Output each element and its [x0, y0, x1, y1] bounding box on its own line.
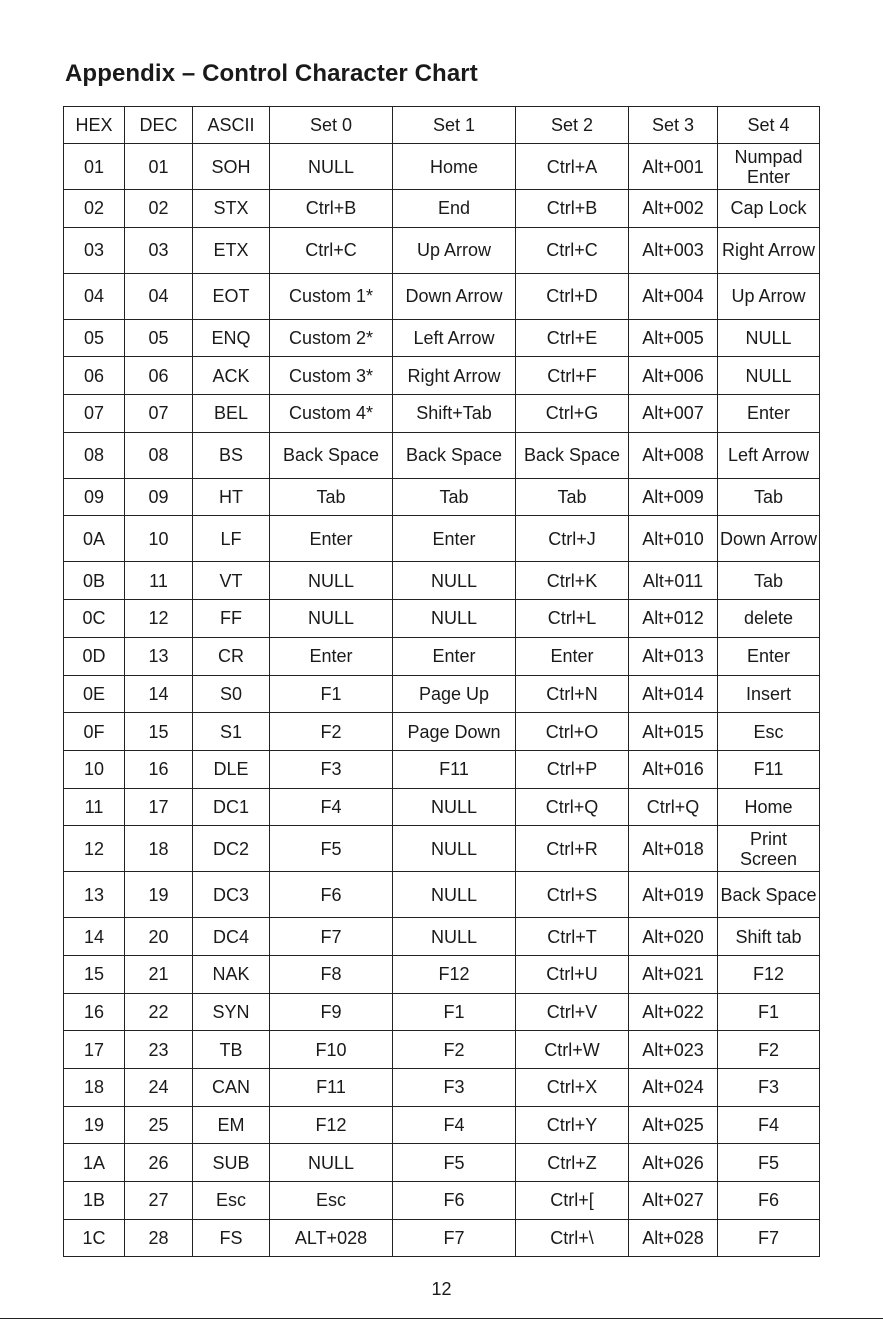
table-cell: F7	[718, 1219, 820, 1257]
table-cell: 15	[64, 955, 125, 993]
table-cell: F6	[718, 1182, 820, 1220]
column-header: Set 1	[393, 107, 516, 144]
table-cell: F3	[393, 1069, 516, 1107]
table-cell: Ctrl+X	[516, 1069, 629, 1107]
table-cell: 09	[125, 478, 193, 516]
table-cell: 02	[125, 190, 193, 228]
table-cell: F12	[718, 955, 820, 993]
table-cell: F1	[718, 993, 820, 1031]
table-cell: Up Arrow	[393, 227, 516, 273]
table-cell: Alt+027	[629, 1182, 718, 1220]
table-cell: Enter	[516, 637, 629, 675]
table-cell: F2	[393, 1031, 516, 1069]
table-cell: 14	[64, 918, 125, 956]
table-cell: Custom 4*	[270, 395, 393, 433]
table-cell: Enter	[718, 637, 820, 675]
table-cell: 1C	[64, 1219, 125, 1257]
table-cell: Enter	[270, 516, 393, 562]
table-cell: 17	[64, 1031, 125, 1069]
table-cell: EOT	[193, 273, 270, 319]
table-cell: NULL	[393, 600, 516, 638]
table-cell: Ctrl+\	[516, 1219, 629, 1257]
table-row	[64, 955, 820, 993]
table-cell: 0F	[64, 713, 125, 751]
table-cell: Back Space	[516, 432, 629, 478]
table-cell: Down Arrow	[393, 273, 516, 319]
table-cell: 01	[125, 144, 193, 190]
table-row	[64, 637, 820, 675]
table-row	[64, 1144, 820, 1182]
table-cell: 10	[64, 750, 125, 788]
table-cell: 09	[64, 478, 125, 516]
table-cell: FS	[193, 1219, 270, 1257]
table-cell: Enter	[718, 395, 820, 433]
table-cell: NULL	[718, 357, 820, 395]
table-row	[64, 562, 820, 600]
table-cell: Alt+014	[629, 675, 718, 713]
table-cell: Alt+005	[629, 319, 718, 357]
table-cell: Alt+021	[629, 955, 718, 993]
table-cell: NULL	[393, 826, 516, 872]
table-row	[64, 918, 820, 956]
table-cell: 17	[125, 788, 193, 826]
table-cell: 02	[64, 190, 125, 228]
table-cell: Ctrl+Q	[516, 788, 629, 826]
table-cell: FF	[193, 600, 270, 638]
table-cell: 11	[125, 562, 193, 600]
page-title: Appendix – Control Character Chart	[65, 60, 478, 87]
table-cell: DC1	[193, 788, 270, 826]
table-cell: 0B	[64, 562, 125, 600]
table-cell: Ctrl+N	[516, 675, 629, 713]
table-cell: NULL	[393, 918, 516, 956]
table-cell: ETX	[193, 227, 270, 273]
table-cell: Enter	[393, 516, 516, 562]
table-row	[64, 600, 820, 638]
table-cell: Enter	[270, 637, 393, 675]
column-header: Set 3	[629, 107, 718, 144]
table-cell: Ctrl+D	[516, 273, 629, 319]
table-cell: End	[393, 190, 516, 228]
table-row	[64, 190, 820, 228]
table-row	[64, 319, 820, 357]
table-cell: 23	[125, 1031, 193, 1069]
table-cell: Alt+026	[629, 1144, 718, 1182]
table-cell: SOH	[193, 144, 270, 190]
table-cell: Ctrl+C	[516, 227, 629, 273]
table-cell: Alt+019	[629, 872, 718, 918]
table-cell: 1A	[64, 1144, 125, 1182]
table-cell: Alt+002	[629, 190, 718, 228]
column-header: Set 0	[270, 107, 393, 144]
table-row	[64, 1182, 820, 1220]
table-cell: STX	[193, 190, 270, 228]
table-cell: Ctrl+B	[516, 190, 629, 228]
table-cell: Back Space	[718, 872, 820, 918]
table-row	[64, 273, 820, 319]
control-character-table	[63, 106, 820, 1257]
table-cell: Ctrl+W	[516, 1031, 629, 1069]
table-cell: F5	[393, 1144, 516, 1182]
table-cell: 20	[125, 918, 193, 956]
table-cell: Alt+007	[629, 395, 718, 433]
table-cell: NULL	[393, 788, 516, 826]
table-cell: NULL	[270, 144, 393, 190]
table-cell: F5	[718, 1144, 820, 1182]
table-cell: Ctrl+F	[516, 357, 629, 395]
table-cell: Alt+006	[629, 357, 718, 395]
table-cell: Custom 3*	[270, 357, 393, 395]
table-row	[64, 144, 820, 190]
table-cell: NULL	[393, 562, 516, 600]
table-cell: delete	[718, 600, 820, 638]
table-cell: Enter	[393, 637, 516, 675]
table-cell: Ctrl+S	[516, 872, 629, 918]
table-cell: Ctrl+O	[516, 713, 629, 751]
table-cell: 25	[125, 1106, 193, 1144]
table-cell: F4	[393, 1106, 516, 1144]
table-cell: 1B	[64, 1182, 125, 1220]
table-cell: Alt+028	[629, 1219, 718, 1257]
table-cell: F11	[393, 750, 516, 788]
table-cell: 05	[125, 319, 193, 357]
table-cell: Alt+023	[629, 1031, 718, 1069]
table-cell: Custom 1*	[270, 273, 393, 319]
table-cell: CR	[193, 637, 270, 675]
table-cell: F4	[270, 788, 393, 826]
table-cell: 13	[125, 637, 193, 675]
table-cell: 24	[125, 1069, 193, 1107]
table-cell: Alt+020	[629, 918, 718, 956]
table-cell: 12	[125, 600, 193, 638]
table-cell: Ctrl+Q	[629, 788, 718, 826]
table-cell: Alt+008	[629, 432, 718, 478]
table-header-row	[64, 107, 820, 144]
table-cell: Alt+025	[629, 1106, 718, 1144]
table-cell: 16	[125, 750, 193, 788]
table-cell: Right Arrow	[393, 357, 516, 395]
table-row	[64, 675, 820, 713]
table-cell: Left Arrow	[393, 319, 516, 357]
table-cell: Ctrl+Y	[516, 1106, 629, 1144]
table-cell: BEL	[193, 395, 270, 433]
table-cell: Print Screen	[718, 826, 820, 872]
table-cell: F4	[718, 1106, 820, 1144]
table-cell: 08	[125, 432, 193, 478]
table-cell: F1	[393, 993, 516, 1031]
table-cell: 27	[125, 1182, 193, 1220]
table-cell: 05	[64, 319, 125, 357]
table-cell: Alt+001	[629, 144, 718, 190]
table-cell: F11	[718, 750, 820, 788]
table-cell: DC2	[193, 826, 270, 872]
table-cell: Ctrl+T	[516, 918, 629, 956]
table-cell: F10	[270, 1031, 393, 1069]
table-cell: 15	[125, 713, 193, 751]
table-cell: NULL	[718, 319, 820, 357]
table-cell: Tab	[270, 478, 393, 516]
table-cell: F7	[393, 1219, 516, 1257]
table-cell: Alt+003	[629, 227, 718, 273]
table-cell: CAN	[193, 1069, 270, 1107]
table-cell: 18	[64, 1069, 125, 1107]
table-row	[64, 1106, 820, 1144]
table-cell: Ctrl+K	[516, 562, 629, 600]
table-cell: Cap Lock	[718, 190, 820, 228]
table-row	[64, 395, 820, 433]
table-cell: F2	[718, 1031, 820, 1069]
table-cell: 19	[125, 872, 193, 918]
table-cell: Shift tab	[718, 918, 820, 956]
column-header: DEC	[125, 107, 193, 144]
table-cell: Ctrl+C	[270, 227, 393, 273]
table-cell: DC4	[193, 918, 270, 956]
table-cell: 10	[125, 516, 193, 562]
table-cell: 13	[64, 872, 125, 918]
column-header: ASCII	[193, 107, 270, 144]
table-cell: DC3	[193, 872, 270, 918]
table-cell: Ctrl+A	[516, 144, 629, 190]
table-cell: F2	[270, 713, 393, 751]
table-row	[64, 1069, 820, 1107]
bottom-rule	[0, 1318, 883, 1319]
table-cell: EM	[193, 1106, 270, 1144]
table-cell: Ctrl+L	[516, 600, 629, 638]
table-cell: Ctrl+J	[516, 516, 629, 562]
table-cell: 08	[64, 432, 125, 478]
table-row	[64, 750, 820, 788]
table-cell: F1	[270, 675, 393, 713]
table-cell: Ctrl+E	[516, 319, 629, 357]
table-cell: Esc	[718, 713, 820, 751]
table-cell: Home	[718, 788, 820, 826]
table-cell: Ctrl+P	[516, 750, 629, 788]
table-cell: 06	[125, 357, 193, 395]
table-cell: Ctrl+V	[516, 993, 629, 1031]
table-cell: Down Arrow	[718, 516, 820, 562]
table-cell: Ctrl+B	[270, 190, 393, 228]
table-cell: ALT+028	[270, 1219, 393, 1257]
table-row	[64, 826, 820, 872]
table-cell: F7	[270, 918, 393, 956]
table-cell: 12	[64, 826, 125, 872]
table-cell: Home	[393, 144, 516, 190]
table-row	[64, 872, 820, 918]
table-row	[64, 993, 820, 1031]
table-cell: Shift+Tab	[393, 395, 516, 433]
table-cell: NULL	[270, 562, 393, 600]
table-cell: Alt+010	[629, 516, 718, 562]
table-row	[64, 357, 820, 395]
table-cell: 03	[125, 227, 193, 273]
table-cell: S0	[193, 675, 270, 713]
table-cell: 07	[64, 395, 125, 433]
table-cell: 21	[125, 955, 193, 993]
table-cell: Right Arrow	[718, 227, 820, 273]
table-cell: F12	[393, 955, 516, 993]
table-cell: TB	[193, 1031, 270, 1069]
table-cell: 0E	[64, 675, 125, 713]
table-cell: 07	[125, 395, 193, 433]
table-cell: 0C	[64, 600, 125, 638]
table-cell: 0D	[64, 637, 125, 675]
table-cell: Ctrl+U	[516, 955, 629, 993]
table-cell: ACK	[193, 357, 270, 395]
table-cell: 16	[64, 993, 125, 1031]
table-cell: NULL	[393, 872, 516, 918]
table-cell: 26	[125, 1144, 193, 1182]
table-cell: DLE	[193, 750, 270, 788]
table-cell: NULL	[270, 600, 393, 638]
table-cell: Tab	[393, 478, 516, 516]
column-header: Set 4	[718, 107, 820, 144]
table-cell: 0A	[64, 516, 125, 562]
table-cell: SUB	[193, 1144, 270, 1182]
table-cell: F9	[270, 993, 393, 1031]
table-cell: 06	[64, 357, 125, 395]
table-cell: BS	[193, 432, 270, 478]
table-cell: Insert	[718, 675, 820, 713]
table-cell: Ctrl+G	[516, 395, 629, 433]
table-cell: 19	[64, 1106, 125, 1144]
table-cell: NULL	[270, 1144, 393, 1182]
table-cell: VT	[193, 562, 270, 600]
table-cell: 22	[125, 993, 193, 1031]
table-cell: 18	[125, 826, 193, 872]
table-cell: 28	[125, 1219, 193, 1257]
table-cell: Numpad Enter	[718, 144, 820, 190]
table-cell: Left Arrow	[718, 432, 820, 478]
table-cell: 01	[64, 144, 125, 190]
table-cell: F6	[270, 872, 393, 918]
table-cell: F3	[270, 750, 393, 788]
table-cell: Esc	[270, 1182, 393, 1220]
table-cell: 14	[125, 675, 193, 713]
table-cell: Back Space	[393, 432, 516, 478]
table-cell: Up Arrow	[718, 273, 820, 319]
table-cell: Alt+009	[629, 478, 718, 516]
table-cell: Ctrl+Z	[516, 1144, 629, 1182]
table-cell: Alt+015	[629, 713, 718, 751]
table-cell: 04	[64, 273, 125, 319]
table-cell: F3	[718, 1069, 820, 1107]
table-row	[64, 788, 820, 826]
table-cell: Page Down	[393, 713, 516, 751]
table-cell: Alt+004	[629, 273, 718, 319]
table-cell: F6	[393, 1182, 516, 1220]
table-cell: F5	[270, 826, 393, 872]
table-cell: Page Up	[393, 675, 516, 713]
table-cell: F8	[270, 955, 393, 993]
table-cell: Alt+018	[629, 826, 718, 872]
table-cell: Alt+013	[629, 637, 718, 675]
table-cell: NAK	[193, 955, 270, 993]
table-row	[64, 432, 820, 478]
table-cell: Esc	[193, 1182, 270, 1220]
table-cell: Tab	[718, 562, 820, 600]
table-row	[64, 1031, 820, 1069]
table-cell: ENQ	[193, 319, 270, 357]
table-cell: Alt+024	[629, 1069, 718, 1107]
table-row	[64, 1219, 820, 1257]
page-number: 12	[431, 1279, 452, 1299]
table-cell: F12	[270, 1106, 393, 1144]
table-row	[64, 516, 820, 562]
table-cell: Alt+011	[629, 562, 718, 600]
table-body	[64, 144, 820, 1257]
column-header: Set 2	[516, 107, 629, 144]
table-cell: Alt+016	[629, 750, 718, 788]
table-cell: S1	[193, 713, 270, 751]
table-cell: Tab	[516, 478, 629, 516]
table-cell: Custom 2*	[270, 319, 393, 357]
column-header: HEX	[64, 107, 125, 144]
table-cell: SYN	[193, 993, 270, 1031]
table-cell: Ctrl+R	[516, 826, 629, 872]
table-cell: 03	[64, 227, 125, 273]
table-cell: Alt+022	[629, 993, 718, 1031]
table-cell: Alt+012	[629, 600, 718, 638]
table-cell: 04	[125, 273, 193, 319]
table-cell: HT	[193, 478, 270, 516]
table-cell: LF	[193, 516, 270, 562]
table-row	[64, 227, 820, 273]
table-cell: 11	[64, 788, 125, 826]
table-cell: Tab	[718, 478, 820, 516]
table-cell: F11	[270, 1069, 393, 1107]
table-row	[64, 713, 820, 751]
table-cell: Ctrl+[	[516, 1182, 629, 1220]
table-cell: Back Space	[270, 432, 393, 478]
table-row	[64, 478, 820, 516]
